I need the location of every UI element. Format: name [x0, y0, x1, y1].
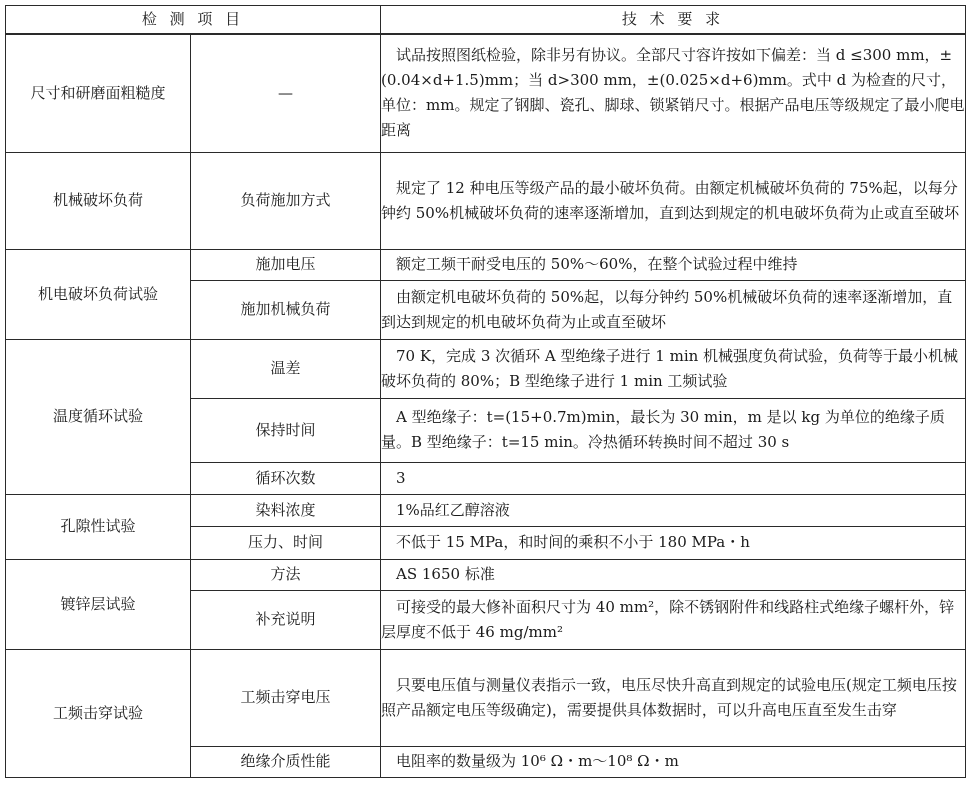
table-row [6, 339, 966, 398]
requirement-text: AS 1650 标准 [381, 559, 966, 590]
requirement-text: 70 K，完成 3 次循环 A 型绝缘子进行 1 min 机械强度负荷试验，负荷等于最小机械破坏负荷的 80%；B 型绝缘子进行 1 min 工频试验 [381, 339, 966, 398]
requirement-text: 1%品红乙醇溶液 [381, 494, 966, 526]
header-technical-requirement: 技 术 要 求 [381, 6, 966, 35]
sub-item: 补充说明 [191, 590, 381, 649]
header-test-item: 检 测 项 目 [6, 6, 381, 35]
requirement-text: 不低于 15 MPa，和时间的乘积不小于 180 MPa・h [381, 526, 966, 559]
sub-item: 施加机械负荷 [191, 280, 381, 339]
technical-requirements-table [5, 5, 966, 778]
test-item-porosity: 孔隙性试验 [6, 494, 191, 559]
sub-item: — [191, 34, 381, 152]
sub-item: 染料浓度 [191, 494, 381, 526]
sub-item: 循环次数 [191, 462, 381, 494]
table-row [6, 249, 966, 280]
sub-item: 方法 [191, 559, 381, 590]
requirement-text: 由额定机电破坏负荷的 50%起，以每分钟约 50%机械破坏负荷的速率逐渐增加，直到达到规定的机电破坏负荷为止或直至破坏 [381, 280, 966, 339]
test-item-dimensions: 尺寸和研磨面粗糙度 [6, 34, 191, 152]
test-item-electromechanical-failing-load: 机电破坏负荷试验 [6, 249, 191, 339]
test-item-temperature-cycle: 温度循环试验 [6, 339, 191, 494]
table-row [6, 152, 966, 249]
sub-item: 绝缘介质性能 [191, 746, 381, 777]
requirement-text: 3 [381, 462, 966, 494]
header-row [6, 6, 966, 35]
sub-item: 负荷施加方式 [191, 152, 381, 249]
requirement-text: 可接受的最大修补面积尺寸为 40 mm²，除不锈钢附件和线路柱式绝缘子螺杆外，锌层厚度不低于 46 mg/mm² [381, 590, 966, 649]
sub-item: 压力、时间 [191, 526, 381, 559]
sub-item: 工频击穿电压 [191, 649, 381, 746]
requirement-text: A 型绝缘子：t=(15+0.7m)min，最长为 30 min，m 是以 kg 为单位的绝缘子质量。B 型绝缘子：t=15 min。冷热循环转换时间不超过 30 s [381, 398, 966, 462]
sub-item: 保持时间 [191, 398, 381, 462]
test-item-mechanical-failing-load: 机械破坏负荷 [6, 152, 191, 249]
requirement-text: 规定了 12 种电压等级产品的最小破坏负荷。由额定机械破坏负荷的 75%起，以每分钟约 50%机械破坏负荷的速率逐渐增加，直到达到规定的机电破坏负荷为止或直至破坏 [381, 152, 966, 249]
requirement-text: 电阻率的数量级为 10⁶ Ω・m～10⁸ Ω・m [381, 746, 966, 777]
table-row [6, 649, 966, 746]
requirement-text: 额定工频干耐受电压的 50%～60%，在整个试验过程中维持 [381, 249, 966, 280]
sub-item: 温差 [191, 339, 381, 398]
sub-item: 施加电压 [191, 249, 381, 280]
table-row [6, 34, 966, 152]
table-row [6, 494, 966, 526]
requirement-text: 试品按照图纸检验，除非另有协议。全部尺寸容许按如下偏差：当 d ≤300 mm，±(0.04×d+1.5)mm；当 d>300 mm，±(0.025×d+6)mm。式中 d 为检查的尺寸，单位：mm。规定了钢脚、瓷孔、脚球、锁紧销尺寸。根据产品电压等级规定了最小爬电距离 [381, 34, 966, 152]
test-item-power-frequency-puncture: 工频击穿试验 [6, 649, 191, 777]
table-row [6, 559, 966, 590]
test-item-galvanizing: 镀锌层试验 [6, 559, 191, 649]
requirement-text: 只要电压值与测量仪表指示一致，电压尽快升高直到规定的试验电压(规定工频电压按照产品额定电压等级确定)，需要提供具体数据时，可以升高电压直至发生击穿 [381, 649, 966, 746]
